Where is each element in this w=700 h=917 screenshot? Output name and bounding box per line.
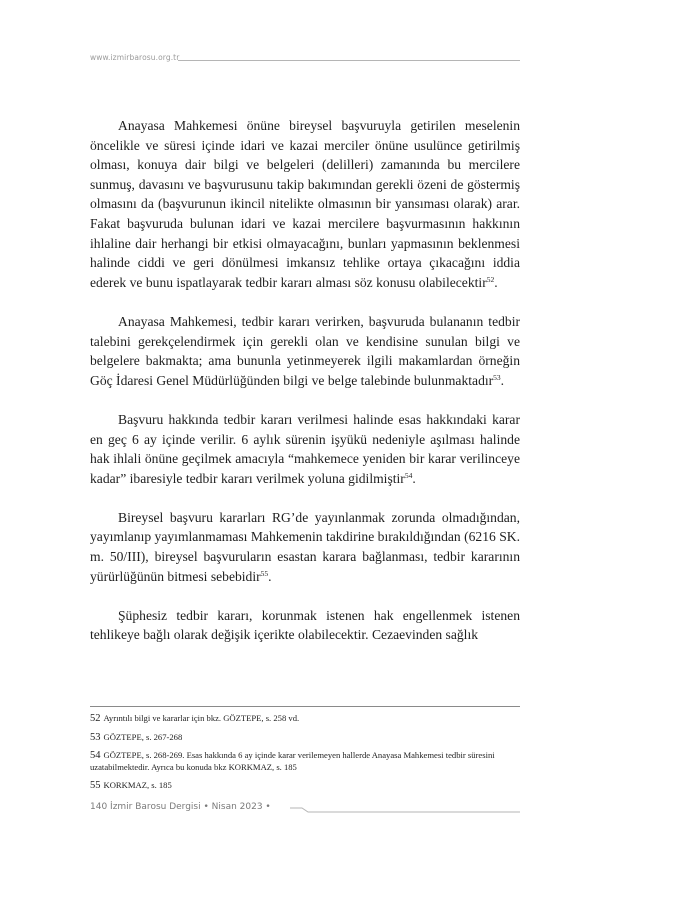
page-header [90, 53, 520, 67]
footnote-number: 52 [90, 713, 101, 724]
footnote-number: 53 [90, 731, 101, 743]
header-url: www.izmirbarosu.org.tr [90, 53, 180, 62]
paragraph-text: Bireysel başvuru kararları RG’de yayınlanmak zorunda olmadığından, yayımlanıp yayımlanmaması Mahkemenin takdirine bırakıldığından (6216 SK. m. 50/III), bireysel başvuruların esastan karara bağlanması, tedbir kararının yürürlüğünün bitmesi sebebidir [90, 509, 521, 584]
body-text [90, 116, 520, 645]
header-rule [178, 60, 520, 61]
paragraph-5 [90, 606, 520, 645]
footnote-text: Ayrıntılı bilgi ve kararlar için bkz. GÖZTEPE, s. 258 vd. [103, 713, 300, 723]
footnote-number: 55 [90, 780, 101, 791]
paragraph-text: Anayasa Mahkemesi önüne bireysel başvuruyla getirilen meselenin öncelikle ve süresi içinde idari ve kazai merciler önüne usulünce getirilmiş olması, konuya dair bilgi ve belgeleri (delilleri) zamanında bu mercilere sunmuş, davasını ve başvurusunu takip bakımından gerekli özeni de göstermiş olmasını da (başvurunun ikincil nitelikte olmasının bir yansıması olarak) arar. Fakat başvuruda bulunan idari ve kazai mercilere başvurmasının hakkının ihlaline dair herhangi bir etkisi olmayacağını, bunları yapmasının beklenmesi halinde ciddi ve geri dönülmesi imkansız tehlike ortaya çıkacağını iddia ederek ve bunu ispatlayarak tedbir kararı alması söz konusu olabilecektir [90, 118, 520, 290]
footnote-53 [90, 732, 520, 744]
paragraph-text: Şüphesiz tedbir kararı, korunmak istenen hak engellenmek istenen tehlikeye bağlı olarak değişik içerikte olabilecektir. Cezaevinden sağlık [90, 607, 520, 643]
footnote-ref[interactable]: 53 [493, 372, 501, 382]
paragraph-4: Bireysel başvuru kararları RG’de yayınlanmak zorunda olmadığından, yayımlanıp yayımlanmaması Mahkemenin takdirine bırakıldığından (6216 SK. m. 50/III), bireysel başvuruların esastan karara bağlanması, tedbir kararının yürürlüğünün bitmesi sebebidir$^{55}$. [90, 509, 521, 584]
paragraph-text: Başvuru hakkında tedbir kararı verilmesi halinde esas hakkındaki karar en geç 6 ay içinde verilir. 6 aylık sürenin işyükü nedeniyle aşılması halinde hak ihlali önüne geçilmek amacıyla “mahkemece yeniden bir karar verilinceye kadar” ibaresiyle tedbir kararı verilmek yoluna gidilmiştir [90, 411, 520, 486]
footer-text: 140 İzmir Barosu Dergisi • Nisan 2023 • [90, 802, 271, 812]
paragraph-1: Anayasa Mahkemesi önüne bireysel başvuruyla getirilen meselenin öncelikle ve süresi içinde idari ve kazai merciler önüne usulünce getirilmiş olması, konuya dair bilgi ve belgeleri (delilleri) zamanında bu mercilere sunmuş, davasını ve başvurusunu takip bakımından gerekli özeni de göstermiş olmasını da (başvurunun ikincil nitelikte olmasının bir yansıması olarak) arar. Fakat başvuruda bulunan idari ve kazai mercilere başvurmasının hakkının ihlaline dair herhangi bir etkisi olmayacağını, bunları yapmasının beklenmesi halinde ciddi ve geri dönülmesi imkansız tehlike ortaya çıkacağını iddia ederek ve bunu ispatlayarak tedbir kararı alması söz konusu olabilecektir$^{52}$. [90, 118, 520, 290]
footnote-text: GÖZTEPE, s. 267-268 [103, 731, 183, 742]
footnotes [90, 713, 520, 799]
paragraph-2: Anayasa Mahkemesi, tedbir kararı verirken, başvuruda bulananın tedbir talebini gerekçelendirmek için gerekli olan ve kendisine sunulan bilgi ve belgelere bakmakta; ama bununla yetinmeyerek ilgili makamlardan örneğin Göç İdaresi Genel Müdürlüğünden bilgi ve belge talebinde bulunmaktadır$^{53}$. [90, 313, 520, 388]
footnote-text: KORKMAZ, s. 185 [103, 780, 172, 790]
footnote-52 [90, 713, 520, 725]
footnote-54 [90, 750, 520, 773]
paragraph-3: Başvuru hakkında tedbir kararı verilmesi halinde esas hakkındaki karar en geç 6 ay içinde verilir. 6 aylık sürenin işyükü nedeniyle aşılması halinde hak ihlali önüne geçilmek amacıyla “mahkemece yeniden bir karar verilinceye kadar” ibaresiyle tedbir kararı verilmek yoluna gidilmiştir$^{54}$. [90, 411, 520, 486]
paragraph-text: Anayasa Mahkemesi, tedbir kararı verirken, başvuruda bulananın tedbir talebini gerekçelendirmek için gerekli olan ve kendisine sunulan bilgi ve belgelere bakmakta; ama bununla yetinmeyerek ilgili makamlardan örneğin Göç İdaresi Genel Müdürlüğünden bilgi ve belge talebinde bulunmaktadır [90, 313, 520, 388]
page-footer [90, 802, 520, 816]
footnote-55 [90, 780, 520, 792]
footnote-text: GÖZTEPE, s. 268-269. Esas hakkında 6 ay içinde karar verilemeyen hallerde Anayasa Mahkemesi tedbir süresini uzatabilmektedir. Ayrıca bu konuda bkz KORKMAZ, s. 185 [90, 750, 495, 772]
footnote-number: 54 [90, 750, 101, 761]
footnote-divider [90, 706, 520, 707]
footnote-ref[interactable]: 54 [404, 470, 413, 480]
footnote-ref[interactable]: 52 [486, 274, 495, 284]
footnote-ref[interactable]: 55 [260, 568, 269, 578]
